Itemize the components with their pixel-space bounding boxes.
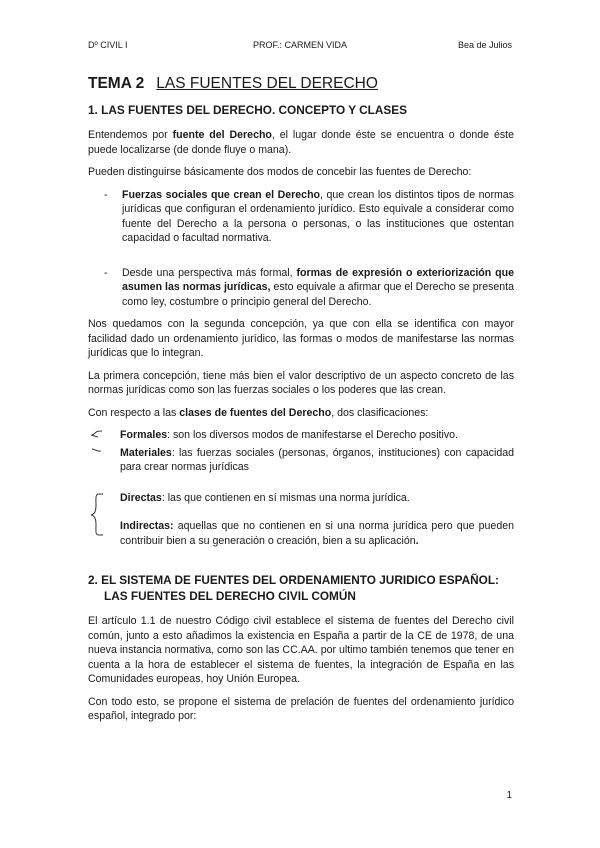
text-run: Entendemos por [88,129,173,141]
tema-number: TEMA 2 [88,75,145,92]
bold-term: fuente del Derecho [172,129,272,141]
paragraph-second-conception: Nos quedamos con la segunda concepción, ya que con ella se identifica con mayor facilidad dado un ordenamiento jurídico, las formas o modos de manifestarse las normas jurídicas que lo integran. [88,318,514,359]
page-header [88,40,512,54]
bold-term: formas de expresión o exteriorización que asumen las normas jurídicas, [122,266,515,293]
text-run: aquellas que no contienen en si una norma jurídica pero que pueden contribuir bien a su generación o creación, bien a su aplicación [120,520,514,547]
list-item [88,188,514,246]
paragraph-prelacion: Con todo esto, se propone el sistema de prelación de fuentes del ordenamiento jurídico español, integrado por: [88,695,514,722]
text-run: : las que contienen en sí mismas una norma jurídica. [161,491,410,504]
bold-term: . [415,534,419,547]
classes-direct-indirect [88,491,514,549]
header-professor: PROF.: CARMEN VIDA [252,40,347,50]
section-2-title [88,572,514,604]
paragraph-two-modes: Pueden distinguirse básicamente dos modos de concebir las fuentes de Derecho: [88,166,472,178]
bold-term: Directas [120,491,162,504]
bold-term: Fuerzas sociales que crean el Derecho [122,188,321,201]
section-1-title: 1. LAS FUENTES DEL DERECHO. CONCEPTO Y CLASES [88,103,408,117]
dash-bullet: - [104,188,108,201]
text-run: : las fuerzas sociales (personas, órganos, instituciones) con capacidad para crear normas jurídicas [120,446,514,473]
list-item [88,266,514,310]
text-run: Con respecto a las [88,406,180,419]
document-body [88,74,514,732]
text-run: : son los diversos modos de manifestarse el Derecho positivo. [167,429,458,441]
paragraph-classes-intro [88,406,514,421]
section-2-title-line2: LAS FUENTES DEL DERECHO CIVIL COMÚN [104,589,356,603]
text-run: , dos clasificaciones: [331,406,429,419]
bold-term: clases de fuentes del Derecho [179,406,332,419]
dash-bullet: - [104,266,108,279]
paragraph-definition [88,128,514,157]
tema-name: LAS FUENTES DEL DERECHO [156,75,378,92]
paragraph-first-conception: La primera concepción, tiene más bien el valor descriptivo de un aspecto concreto de las normas jurídicas como son las fuerzas sociales o los poderes que las crean. [88,369,514,396]
class-item-materiales [120,446,514,475]
class-item-directas [120,491,514,506]
bold-term: Materiales [120,446,172,459]
class-item-formales [120,428,514,443]
page-number: 1 [506,790,512,801]
brace-icon [88,428,108,468]
header-author: Bea de Julios [457,40,512,50]
text-run: esto equivale a afirmar que el Derecho se presenta como ley, costumbre o principio general del Derecho. [122,281,514,308]
text-run: , el lugar donde éste se encuentra o donde éste puede localizarse (de donde fluye o mana). [88,129,514,156]
header-course: Dº CIVIL I [88,40,128,50]
section-2-title-line1: 2. EL SISTEMA DE FUENTES DEL ORDENAMIENTO JURIDICO ESPAÑOL: [88,573,499,587]
bold-term: Formales [120,429,168,441]
text-run: , que crean los distintos tipos de normas jurídicas que configuran el ordenamiento jurídico. Esto equivale a considerar como fuente del Derecho a la persona o personas, o las instituciones que ostentan capacidad o facultad normativa. [122,188,514,244]
modes-list [88,188,514,310]
bold-term: Indirectas: [120,520,174,532]
paragraph-article-1-1: El artículo 1.1 de nuestro Código civil establece el sistema de fuentes del Derecho civil común, junto a esto añadimos la existencia en España a partir de la CE de 1978, de una nueva instancia normativa, como son las CC.AA. por ultimo también tenemos que tener en cuenta a la hora de establecer el sistema de fuentes, la integración de España en las Comunidades europeas, hoy Unión Europea. [88,615,514,685]
text-run: Desde una perspectiva más formal, [122,266,297,279]
class-item-indirectas [120,519,514,548]
classes-formal-material [88,428,514,475]
brace-icon [88,491,108,541]
tema-title [88,74,514,94]
